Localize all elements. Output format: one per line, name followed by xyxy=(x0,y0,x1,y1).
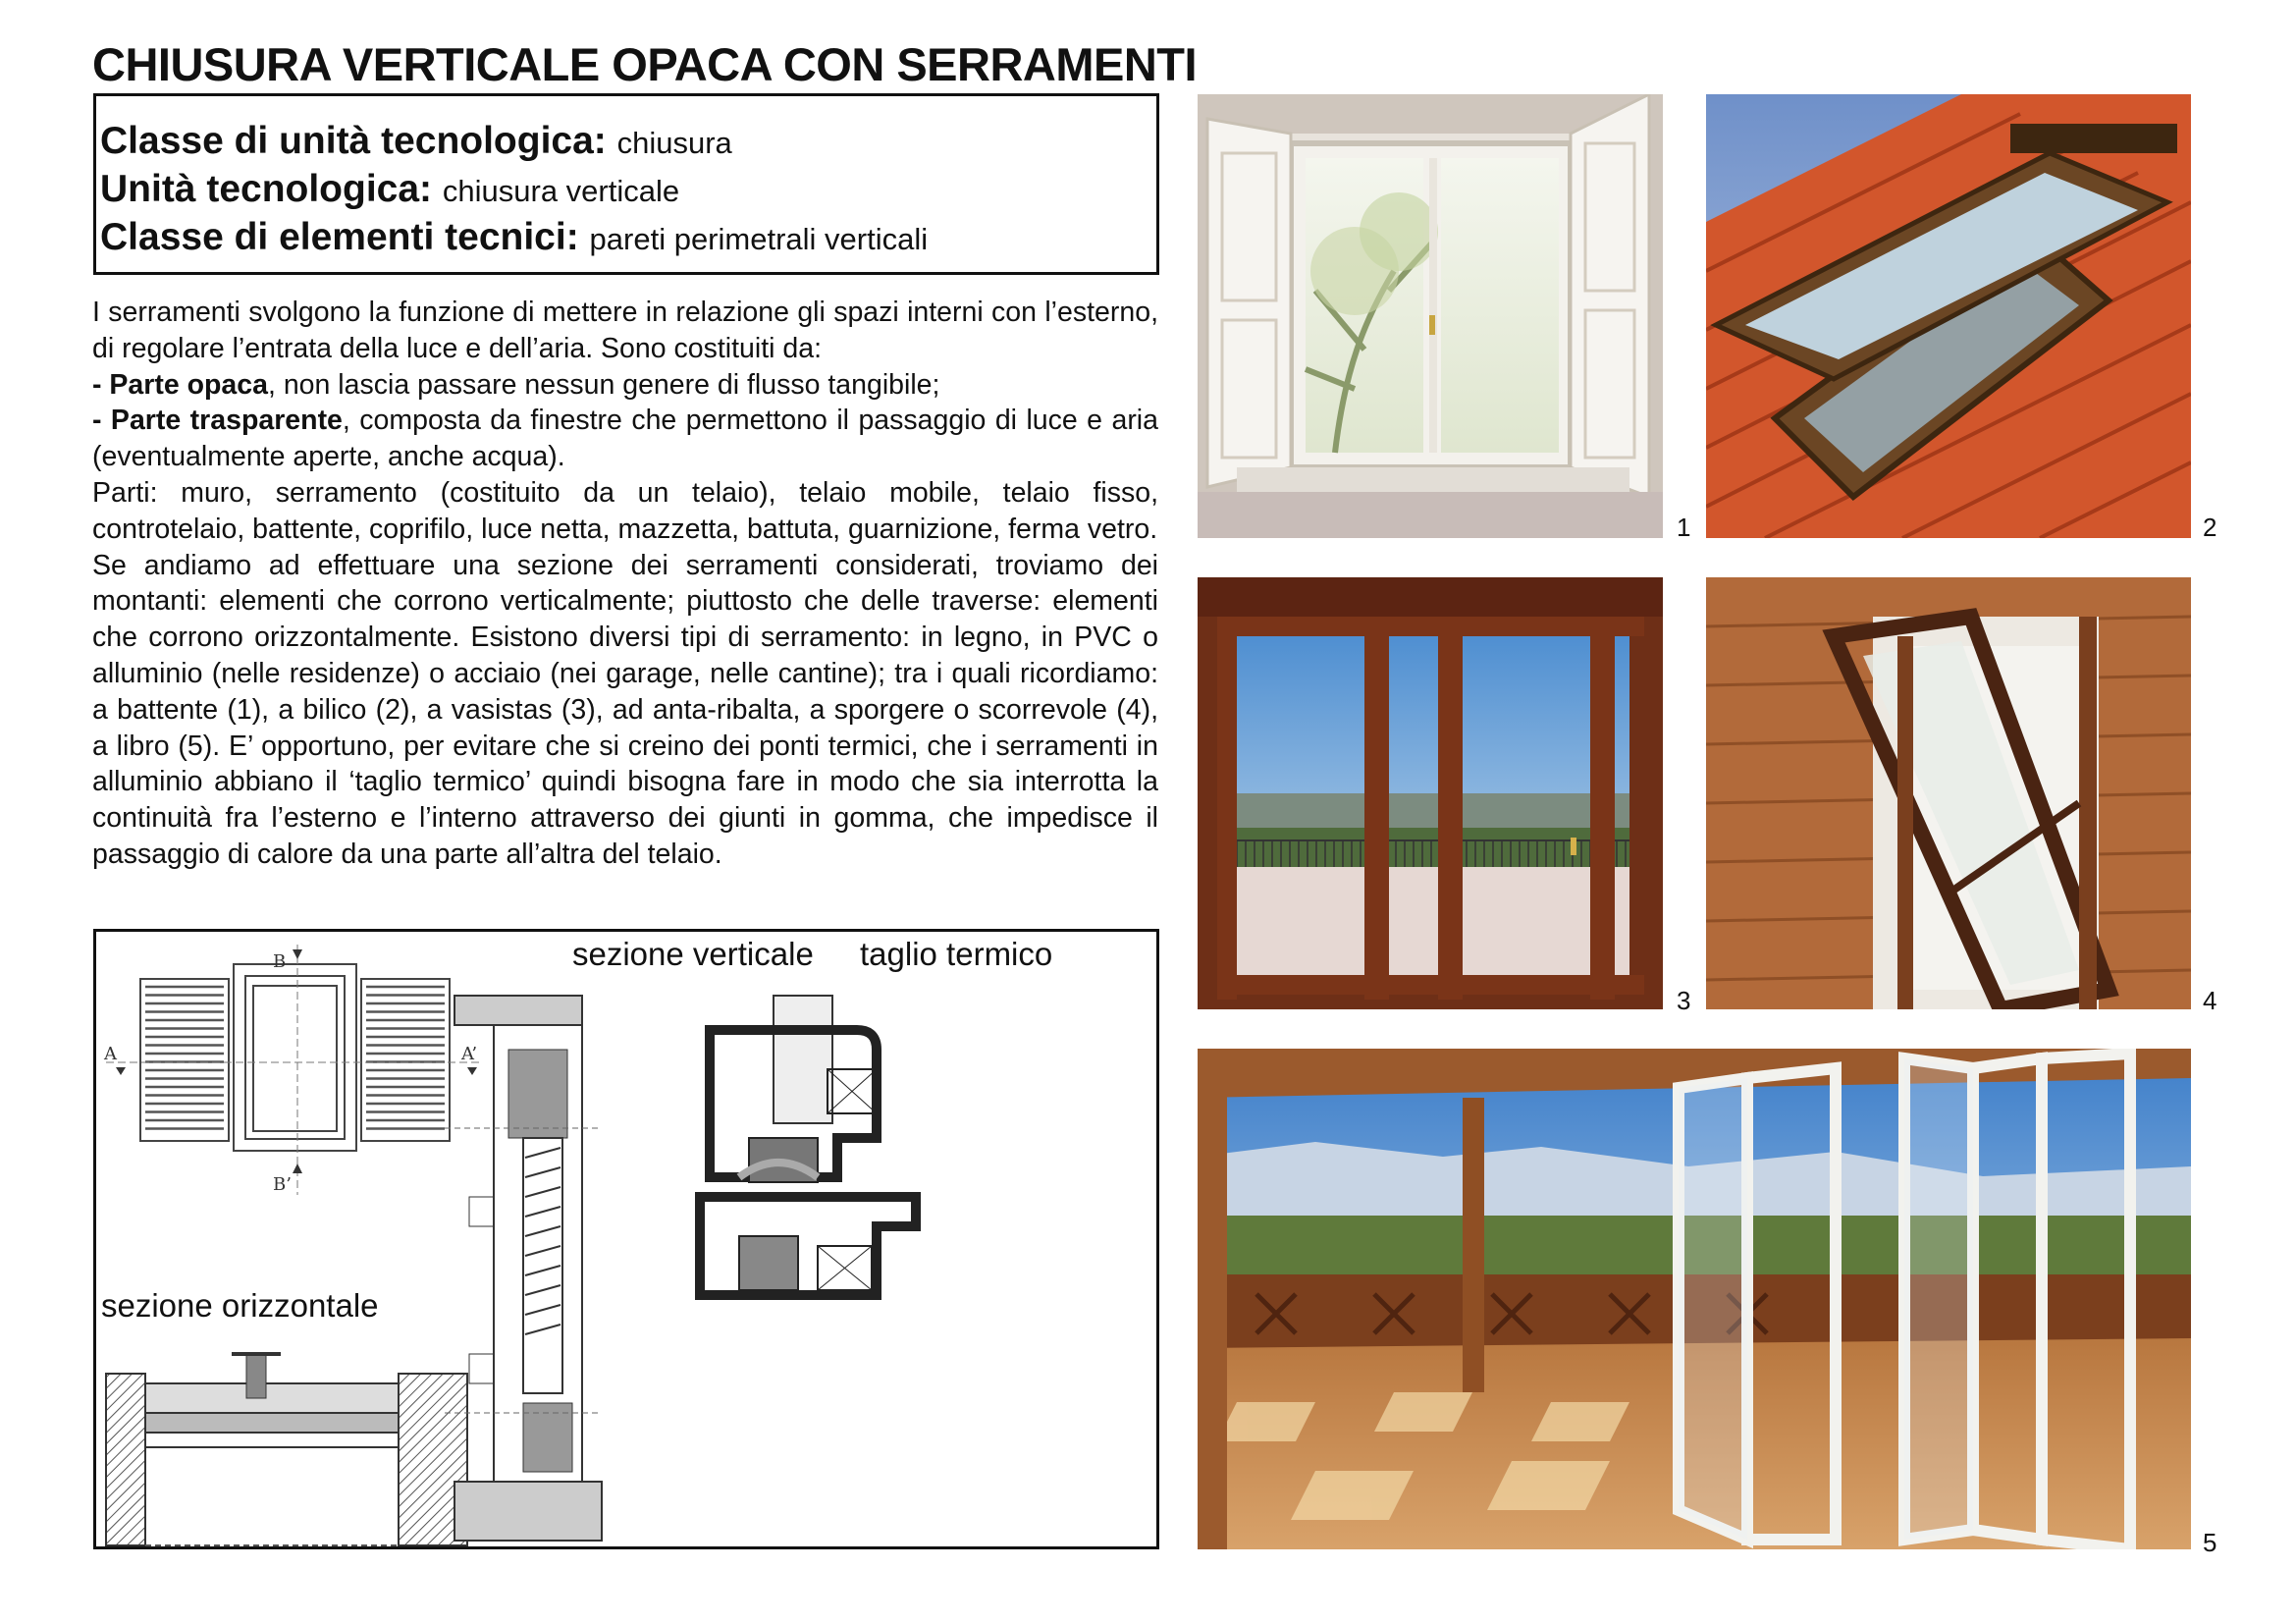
label-sezione-orizzontale: sezione orizzontale xyxy=(101,1287,379,1324)
photo-balcony-door xyxy=(1198,577,1663,1009)
body-text xyxy=(92,295,1158,873)
parti-paragraph: Parti: muro, serramento (costituito da un telaio), telaio mobile, telaio fisso, controtelaio, battente, coprifilo, luce netta, mazzetta, battuta, guarnizione, ferma vetro. xyxy=(92,476,1158,545)
photo-casement-window xyxy=(1198,94,1663,538)
classification-label: Unità tecnologica: xyxy=(100,168,433,210)
classification-box xyxy=(93,93,1159,275)
trasparente-paragraph xyxy=(92,403,1158,475)
classification-row xyxy=(100,166,1152,214)
marker-a-prime: A’ xyxy=(461,1044,478,1064)
opaca-label: - Parte opaca xyxy=(92,368,268,401)
photo-number-1: 1 xyxy=(1677,513,1691,542)
photo-number-3: 3 xyxy=(1677,986,1691,1015)
sezione-paragraph: Se andiamo ad effettuare una sezione dei serramenti considerati, troviamo dei montanti: elementi che corrono verticalmente; piuttosto che delle traverse: elementi che corrono orizzontalmente. Esistono diversi tipi di serramento: in legno, in PVC o alluminio (nelle residenze) o acciaio (nei garage, nelle cantine); tra i quali ricordiamo: a battente (1), a bilico (2), a vasistas (3), ad anta-ribalta, a sporgere o scorrevole (4), a libro (5). E’ opportuno, per evitare che si creino dei ponti termici, che i serramenti in alluminio abbiano il ‘taglio termico’ quindi bisogna fare in modo che sia interrotta la continuità fra l’esterno e l’interno attraverso dei giunti in gomma, che impedisce il passaggio di calore da una parte all’altra del telaio. xyxy=(92,549,1158,870)
photo-folding-doors xyxy=(1198,1049,2191,1549)
photo-number-5: 5 xyxy=(2203,1528,2217,1557)
thermal-break-drawing xyxy=(680,991,935,1344)
classification-row xyxy=(100,214,1152,262)
classification-value: pareti perimetrali verticali xyxy=(589,222,929,256)
technical-drawings-box xyxy=(93,929,1159,1549)
photo-number-2: 2 xyxy=(2203,513,2217,542)
classification-value: chiusura xyxy=(616,126,732,160)
marker-b: B xyxy=(273,951,287,972)
opaca-text: , non lascia passare nessun genere di flusso tangibile; xyxy=(268,368,940,401)
classification-row xyxy=(100,118,1152,166)
intro-paragraph: I serramenti svolgono la funzione di mettere in relazione gli spazi interni con l’esterno, di regolare l’entrata della luce e dell’aria. Sono costituiti da: xyxy=(92,297,1158,364)
photo-number-4: 4 xyxy=(2203,986,2217,1015)
label-taglio-termico: taglio termico xyxy=(860,936,1053,972)
horizontal-section-drawing xyxy=(104,1334,477,1550)
photo-tilt-window xyxy=(1706,577,2191,1009)
trasparente-label: - Parte trasparente xyxy=(92,405,343,437)
trasparente-text: , composta da finestre che permettono il passaggio di luce e aria (eventualmente aperte, anche acqua). xyxy=(92,405,1158,473)
marker-a: A xyxy=(104,1044,117,1064)
classification-value: chiusura verticale xyxy=(442,174,680,208)
label-sezione-verticale: sezione verticale xyxy=(572,936,814,972)
classification-label: Classe di elementi tecnici: xyxy=(100,216,579,258)
classification-label: Classe di unità tecnologica: xyxy=(100,120,607,162)
opaca-paragraph xyxy=(92,367,1158,404)
vertical-section-drawing xyxy=(435,991,612,1550)
marker-b-prime: B’ xyxy=(273,1174,292,1195)
page-title: CHIUSURA VERTICALE OPACA CON SERRAMENTI xyxy=(92,38,1198,90)
window-elevation-drawing xyxy=(96,940,489,1205)
photo-roof-window xyxy=(1706,94,2191,538)
